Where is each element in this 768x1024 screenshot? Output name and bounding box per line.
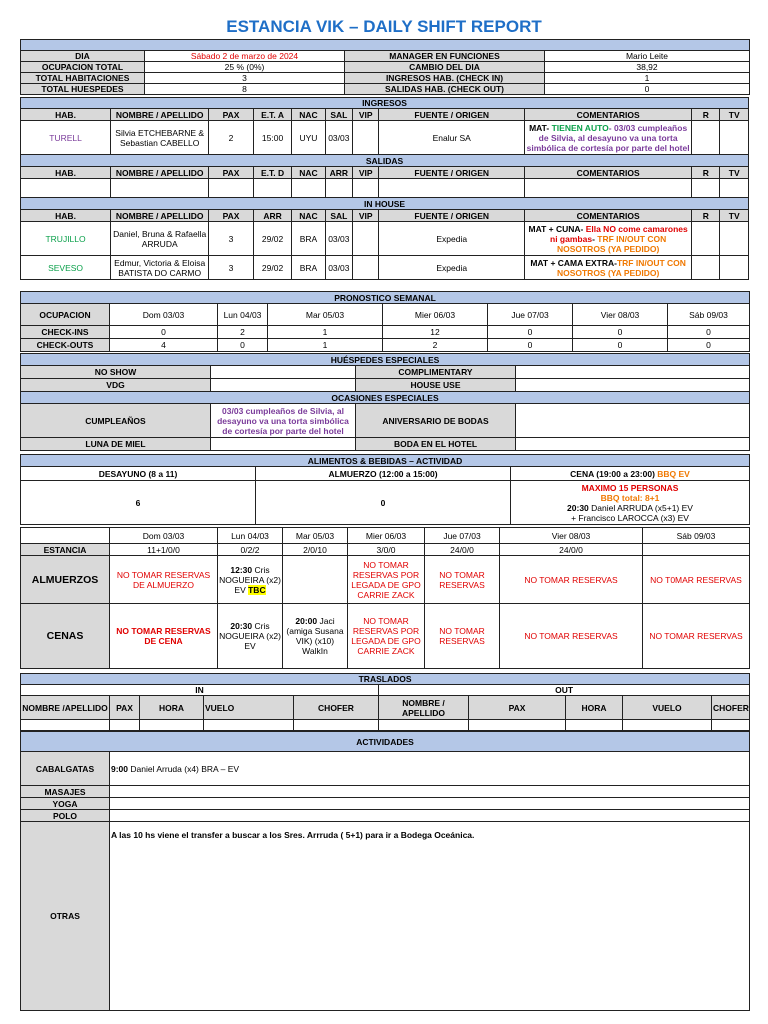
almuerzo-sab: NO T0MAR RESERVAS — [643, 556, 750, 604]
estancia-value: 24/0/0 — [425, 544, 500, 556]
boda-value — [516, 438, 750, 451]
manager-value: Mario Leite — [545, 51, 750, 62]
table-row — [21, 256, 749, 280]
inhouse-nac: BRA — [292, 222, 325, 256]
almuerzo-guest: Cris NOGUEIRA (x2) EV — [219, 564, 281, 595]
inhouse-vip — [353, 256, 379, 280]
day-header: Sáb 09/03 — [643, 528, 750, 544]
ingreso-r — [692, 121, 720, 155]
col-vip: VIP — [353, 210, 379, 222]
inhouse-r — [692, 222, 720, 256]
actividades-table — [20, 731, 750, 1011]
desayuno-value: 6 — [21, 481, 256, 525]
col-vuelo: VUELO — [204, 696, 294, 720]
aniversario-value — [516, 404, 750, 438]
cena-max: MAXIMO 15 PERSONAS — [581, 482, 679, 493]
cenas-label: CENAS — [21, 604, 110, 669]
col-arr: ARR — [325, 167, 352, 179]
manager-label: MANAGER EN FUNCIONES — [345, 51, 545, 62]
summary-table — [20, 39, 750, 95]
comment-auto: TIENEN AUTO — [549, 122, 609, 133]
checkout-value: 1 — [268, 339, 383, 352]
ingreso-hab: TURELL — [21, 121, 111, 155]
almuerzos-label: ALMUERZOS — [21, 556, 110, 604]
cumple-value: 03/03 cumpleaños de Silvia, al desayuno va una torta simbólica de cortesía por parte del hotel — [211, 404, 356, 438]
inhouse-nombre: Daniel, Bruna & Rafaella ARRUDA — [111, 222, 209, 256]
col-vuelo: VUELO — [623, 696, 712, 720]
ingreso-nac: UYU — [292, 121, 325, 155]
ingreso-pax: 2 — [209, 121, 254, 155]
houseuse-label: HOUSE USE — [356, 379, 516, 392]
cena-label-extra: BBQ EV — [657, 468, 690, 479]
col-nombre: NOMBRE / APELLIDO — [111, 109, 209, 121]
traslados-table — [20, 673, 750, 731]
estancia-label: ESTANCIA — [21, 544, 110, 556]
col-etd: E.T. D — [253, 167, 291, 179]
luna-value — [211, 438, 356, 451]
cena-lun — [218, 604, 283, 669]
out-label: OUT — [379, 685, 750, 696]
day-header: Jue 07/03 — [488, 304, 573, 326]
top-bar — [21, 40, 750, 51]
yoga-label: YOGA — [21, 798, 110, 810]
houseuse-value — [516, 379, 750, 392]
cena-line4: + Francisco LAROCCA (x3) EV — [571, 512, 689, 523]
cena-time: 20:30 — [567, 502, 589, 513]
aniversario-label: ANIVERSARIO DE BODAS — [356, 404, 516, 438]
col-nac: NAC — [292, 167, 325, 179]
estancia-value: 11+1/0/0 — [110, 544, 218, 556]
col-eta: E.T. A — [253, 109, 291, 121]
inhouse-comentario — [525, 256, 692, 280]
inhouse-tv — [720, 256, 749, 280]
ingreso-tv — [720, 121, 749, 155]
day-header: Mier 06/03 — [383, 304, 488, 326]
col-fuente: FUENTE / ORIGEN — [379, 210, 525, 222]
complimentary-value — [516, 366, 750, 379]
traslados-section: TRASLADOS — [21, 674, 750, 685]
inhouse-fuente: Expedia — [379, 222, 525, 256]
col-nac: NAC — [292, 210, 325, 222]
col-vip: VIP — [353, 167, 379, 179]
comment-cumple: - 03/03 cumpleaños de Silvia, al desayuno va una torta simbólica de cortesía por parte del hotel — [526, 122, 690, 153]
table-row — [21, 720, 750, 731]
cena-guest: Cris NOGUEIRA (x2) EV — [219, 621, 281, 651]
huespedes-label: TOTAL HUESPEDES — [21, 84, 145, 95]
estancia-value: 24/0/0 — [500, 544, 643, 556]
checkin-value: 0 — [110, 326, 218, 339]
inhouse-arr: 29/02 — [253, 222, 291, 256]
cena-mier: NO TOMAR RESERVAS POR LEGADA DE GPO CARRIE ZACK — [348, 604, 425, 669]
almuerzo-mier: NO TOMAR RESERVAS POR LEGADA DE GPO CARRIE ZACK — [348, 556, 425, 604]
col-r: R — [692, 167, 720, 179]
inhouse-r — [692, 256, 720, 280]
col-nombre: NOMBRE / APELLIDO — [379, 696, 469, 720]
cena-guest: Jaci (amiga Susana VIK) (x10) WalkIn — [286, 616, 344, 656]
comment-part: - — [592, 233, 598, 244]
checkout-value: 0 — [573, 339, 668, 352]
checkouts-label: CHECK-OUTS — [21, 339, 110, 352]
col-comentarios: COMENTARIOS — [525, 109, 692, 121]
inhouse-nombre: Edmur, Victoria & Eloisa BATISTA DO CARMO — [111, 256, 209, 280]
vdg-label: VDG — [21, 379, 211, 392]
cabalgatas-value — [110, 752, 750, 786]
col-pax: PAX — [209, 109, 254, 121]
cena-jue: NO TOMAR RESERVAS — [425, 604, 500, 669]
estancia-value: 2/0/10 — [283, 544, 348, 556]
day-header: Vier 08/03 — [573, 304, 668, 326]
vdg-value — [211, 379, 356, 392]
day-header: Mier 06/03 — [348, 528, 425, 544]
almuerzo-mar — [283, 556, 348, 604]
col-pax: PAX — [209, 167, 254, 179]
col-comentarios: COMENTARIOS — [525, 210, 692, 222]
inhouse-pax: 3 — [209, 256, 254, 280]
complimentary-label: COMPLIMENTARY — [356, 366, 516, 379]
col-hab: HAB. — [21, 210, 111, 222]
col-pax: PAX — [469, 696, 566, 720]
in-label: IN — [21, 685, 379, 696]
ingresos-value: 1 — [545, 73, 750, 84]
cena-time: 20:30 — [230, 621, 253, 631]
boda-label: BODA EN EL HOTEL — [356, 438, 516, 451]
cambio-value: 38,92 — [545, 62, 750, 73]
col-tv: TV — [720, 109, 749, 121]
day-header: Lun 04/03 — [218, 528, 283, 544]
col-chofer: CHOFER — [294, 696, 379, 720]
col-vip: VIP — [353, 109, 379, 121]
col-tv: TV — [720, 167, 749, 179]
luna-label: LUNA DE MIEL — [21, 438, 211, 451]
actividades-section: ACTIVIDADES — [21, 732, 750, 752]
cena-line3 — [512, 503, 748, 513]
checkins-label: CHECK-INS — [21, 326, 110, 339]
col-chofer: CHOFER — [712, 696, 750, 720]
huespedes-value: 8 — [145, 84, 345, 95]
checkin-value: 0 — [488, 326, 573, 339]
inhouse-sal: 03/03 — [325, 222, 352, 256]
col-hab: HAB. — [21, 109, 111, 121]
page-title: ESTANCIA VIK – DAILY SHIFT REPORT — [226, 17, 542, 36]
day-header: Sáb 09/03 — [668, 304, 750, 326]
cena-time: 20:00 — [295, 616, 318, 626]
col-sal: SAL — [325, 210, 352, 222]
dia-label: DIA — [21, 51, 145, 62]
ingreso-eta: 15:00 — [253, 121, 291, 155]
col-nombre: NOMBRE /APELLIDO — [21, 696, 110, 720]
otras-value: A las 10 hs viene el transfer a buscar a los Sres. Arrruda ( 5+1) para ir a Bodega Oceánica. — [110, 822, 750, 1011]
checkin-value: 0 — [573, 326, 668, 339]
cabalgatas-label: CABALGATAS — [21, 752, 110, 786]
col-nac: NAC — [292, 109, 325, 121]
inhouse-comentario — [525, 222, 692, 256]
cena-label — [511, 467, 750, 481]
cena-mar — [283, 604, 348, 669]
cena-dom: NO TOMAR RESERVAS DE CENA — [110, 604, 218, 669]
checkout-value: 0 — [218, 339, 268, 352]
almuerzo-label: ALMUERZO (12:00 a 15:00) — [256, 467, 511, 481]
cena-label-text: CENA (19:00 a 23:00) — [570, 468, 658, 479]
col-r: R — [692, 210, 720, 222]
almuerzo-dom: NO TOMAR RESERVAS DE ALMUERZO — [110, 556, 218, 604]
cambio-label: CAMBIO DEL DIA — [345, 62, 545, 73]
col-fuente: FUENTE / ORIGEN — [379, 167, 525, 179]
masajes-label: MASAJES — [21, 786, 110, 798]
pronostico-table — [20, 291, 750, 352]
ingresos-section: INGRESOS — [21, 98, 749, 109]
rooms-table — [20, 97, 749, 280]
col-nombre: NOMBRE / APELLIDO — [111, 167, 209, 179]
checkout-value: 0 — [488, 339, 573, 352]
day-header: Dom 03/03 — [110, 528, 218, 544]
day-header: Mar 05/03 — [268, 304, 383, 326]
estancia-value — [643, 544, 750, 556]
col-pax: PAX — [110, 696, 140, 720]
table-row — [21, 121, 749, 155]
ingreso-nombre: Silvia ETCHEBARNE & Sebastian CABELLO — [111, 121, 209, 155]
day-header: Dom 03/03 — [110, 304, 218, 326]
estancia-value: 3/0/0 — [348, 544, 425, 556]
almuerzo-lun — [218, 556, 283, 604]
day-header: Mar 05/03 — [283, 528, 348, 544]
checkin-value: 12 — [383, 326, 488, 339]
ocasiones-section: OCASIONES ESPECIALES — [21, 392, 750, 404]
cumple-label: CUMPLEAÑOS — [21, 404, 211, 438]
salidas-value: 0 — [545, 84, 750, 95]
cena-vier: NO TOMAR RESERVAS — [500, 604, 643, 669]
day-header: Lun 04/03 — [218, 304, 268, 326]
comment-mat: MAT- — [529, 122, 550, 133]
masajes-value — [110, 786, 750, 798]
col-hab: HAB. — [21, 167, 111, 179]
inhouse-fuente: Expedia — [379, 256, 525, 280]
cena-guest: Daniel ARRUDA (x5+1) EV — [588, 502, 693, 513]
ab-corner — [21, 528, 110, 544]
col-fuente: FUENTE / ORIGEN — [379, 109, 525, 121]
col-sal: SAL — [325, 109, 352, 121]
tbc-badge: TBC — [248, 584, 266, 595]
almuerzo-value: 0 — [256, 481, 511, 525]
inhouse-vip — [353, 222, 379, 256]
almuerzo-time: 12:30 — [230, 564, 253, 575]
cabalgatas-time: 9:00 — [111, 763, 129, 774]
ingreso-vip — [353, 121, 379, 155]
comment-part: MAT + CAMA EXTRA- — [530, 257, 617, 268]
inhouse-tv — [720, 222, 749, 256]
habitaciones-label: TOTAL HABITACIONES — [21, 73, 145, 84]
checkin-value: 1 — [268, 326, 383, 339]
otras-label: OTRAS — [21, 822, 110, 1011]
inhouse-section: IN HOUSE — [21, 198, 749, 210]
dia-value: Sábado 2 de marzo de 2024 — [145, 51, 345, 62]
especiales-table — [20, 353, 750, 451]
comment-part: Ella NO come camarones ni gambas — [550, 223, 688, 244]
day-header: Jue 07/03 — [425, 528, 500, 544]
ocupacion-label: OCUPACION TOTAL — [21, 62, 145, 73]
checkout-value: 0 — [668, 339, 750, 352]
ab-section: ALIMENTOS & BEBIDAS – ACTIVIDAD — [21, 455, 750, 467]
ingreso-fuente: Enalur SA — [379, 121, 525, 155]
ocupacion-value: 25 % (0%) — [145, 62, 345, 73]
yoga-value — [110, 798, 750, 810]
checkin-value: 0 — [668, 326, 750, 339]
comment-part: TRF IN/OUT CON NOSOTROS (YA PEDIDO) — [556, 257, 686, 278]
day-header: Vier 08/03 — [500, 528, 643, 544]
inhouse-hab: TRUJILLO — [21, 222, 111, 256]
inhouse-arr: 29/02 — [253, 256, 291, 280]
cena-sab: NO TOMAR RESERVAS — [643, 604, 750, 669]
noshow-value — [211, 366, 356, 379]
ocupacion-row-label: OCUPACION — [21, 304, 110, 326]
cena-value — [511, 481, 750, 525]
salidas-section: SALIDAS — [21, 155, 749, 167]
noshow-label: NO SHOW — [21, 366, 211, 379]
pronostico-section: PRONOSTICO SEMANAL — [21, 292, 750, 304]
estancia-value: 0/2/2 — [218, 544, 283, 556]
almuerzo-jue: NO TOMAR RESERVAS — [425, 556, 500, 604]
col-r: R — [692, 109, 720, 121]
checkout-value: 4 — [110, 339, 218, 352]
ab-week-table — [20, 527, 750, 669]
ingreso-comentario — [525, 121, 692, 155]
table-row — [21, 179, 749, 198]
inhouse-nac: BRA — [292, 256, 325, 280]
comment-part: TRF IN/OUT CON NOSOTROS (YA PEDIDO) — [556, 233, 667, 254]
col-nombre: NOMBRE / APELLIDO — [111, 210, 209, 222]
cena-bbq: BBQ total: 8+1 — [600, 492, 660, 503]
col-pax: PAX — [209, 210, 254, 222]
inhouse-sal: 03/03 — [325, 256, 352, 280]
desayuno-label: DESAYUNO (8 a 11) — [21, 467, 256, 481]
col-tv: TV — [720, 210, 749, 222]
ab-table — [20, 454, 750, 525]
col-comentarios: COMENTARIOS — [525, 167, 692, 179]
habitaciones-value: 3 — [145, 73, 345, 84]
ingreso-sal: 03/03 — [325, 121, 352, 155]
almuerzo-vier: NO TOMAR RESERVAS — [500, 556, 643, 604]
col-hora: HORA — [140, 696, 204, 720]
ingresos-label: INGRESOS HAB. (CHECK IN) — [345, 73, 545, 84]
comment-part: MAT + CUNA- — [528, 223, 586, 234]
inhouse-pax: 3 — [209, 222, 254, 256]
col-arr: ARR — [253, 210, 291, 222]
col-hora: HORA — [566, 696, 623, 720]
checkout-value: 2 — [383, 339, 488, 352]
polo-value — [110, 810, 750, 822]
table-row — [21, 222, 749, 256]
checkin-value: 2 — [218, 326, 268, 339]
cabalgatas-guest: Daniel Arruda (x4) BRA – EV — [128, 763, 240, 774]
inhouse-hab: SEVESO — [21, 256, 111, 280]
especiales-section: HUÉSPEDES ESPECIALES — [21, 354, 750, 366]
salidas-label: SALIDAS HAB. (CHECK OUT) — [345, 84, 545, 95]
polo-label: POLO — [21, 810, 110, 822]
